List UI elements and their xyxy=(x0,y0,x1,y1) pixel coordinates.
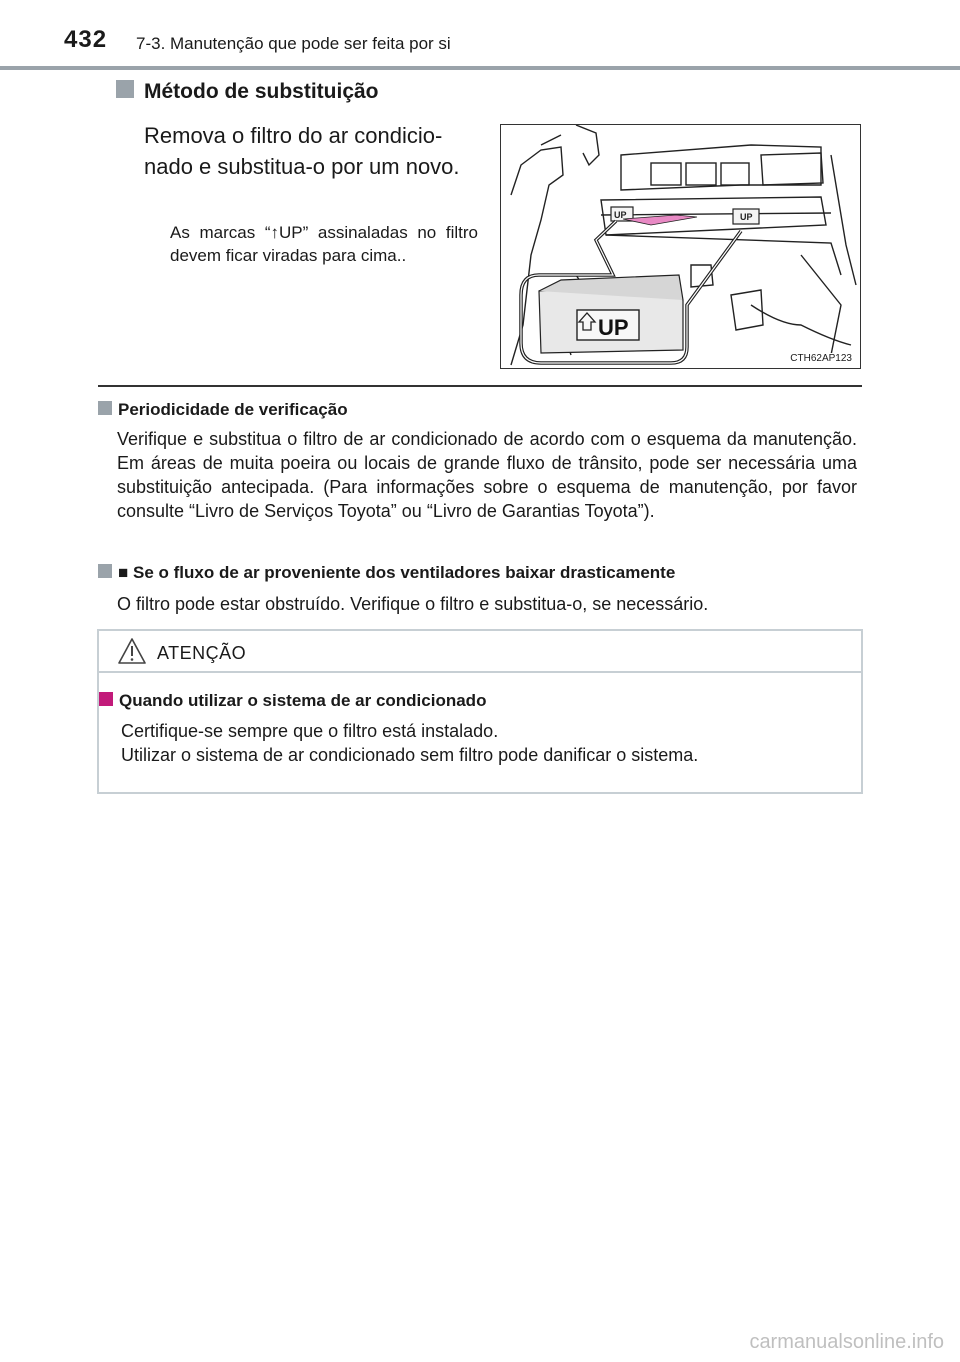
up-marks-note: As marcas “↑UP” assinaladas no filtro devem ficar viradas para cima.. xyxy=(170,223,478,265)
airflow-drop-text: O filtro pode estar obstruído. Verifique o filtro e substitua-o, se necessário. xyxy=(117,594,709,614)
warning-subheading xyxy=(99,691,486,711)
subheading-airflow-drop xyxy=(98,563,675,583)
square-bullet-icon xyxy=(99,692,113,706)
square-bullet-icon xyxy=(98,401,112,415)
subheading-check-interval xyxy=(98,400,348,420)
up-label-small-right: UP xyxy=(740,212,753,222)
up-label-large: UP xyxy=(598,315,629,340)
warning-box xyxy=(97,629,863,794)
square-bullet-icon xyxy=(98,564,112,578)
check-interval-text: Verifique e substitua o filtro de ar condicionado de acordo com o esquema da manutenção. Em áreas de muita poeira ou locais de grande fluxo de trânsito, pode ser necessária uma substituição antecipada. (Para informações sobre o esquema de manutenção, por favor consulte “Livro de Serviços Toyota” ou “Livro de Garantias Toyota”). xyxy=(117,429,857,521)
section-heading-text: Método de substituição xyxy=(144,80,379,103)
filter-illustration xyxy=(500,124,861,369)
warning-header xyxy=(99,631,861,673)
section-divider xyxy=(98,385,862,387)
warning-body xyxy=(121,719,698,767)
chapter-title: 7-3. Manutenção que pode ser feita por si xyxy=(136,34,451,53)
up-label-small-left: UP xyxy=(614,210,627,220)
figure-code: CTH62AP123 xyxy=(790,353,852,364)
square-bullet-icon xyxy=(116,80,134,98)
warning-line-2: Utilizar o sistema de ar condicionado sem filtro pode danificar o sistema. xyxy=(121,745,699,765)
page-number: 432 xyxy=(64,26,108,53)
filter-drawing xyxy=(501,125,861,369)
warning-line-1: Certifique-se sempre que o filtro está instalado. xyxy=(121,721,499,741)
warning-triangle-icon xyxy=(117,637,147,665)
replacement-instruction: Remova o filtro do ar condicio-nado e substitua-o por um novo. xyxy=(144,123,460,179)
warning-subheading-text: Quando utilizar o sistema de ar condicionado xyxy=(119,691,487,710)
subheading-text: ■ Se o fluxo de ar proveniente dos ventiladores baixar drasticamente xyxy=(118,563,676,582)
watermark: carmanualsonline.info xyxy=(749,1331,944,1353)
warning-title: ATENÇÃO xyxy=(157,643,247,663)
header-rule xyxy=(0,66,960,70)
subheading-text: Periodicidade de verificação xyxy=(118,400,348,419)
section-heading-replacement-method xyxy=(116,80,379,104)
